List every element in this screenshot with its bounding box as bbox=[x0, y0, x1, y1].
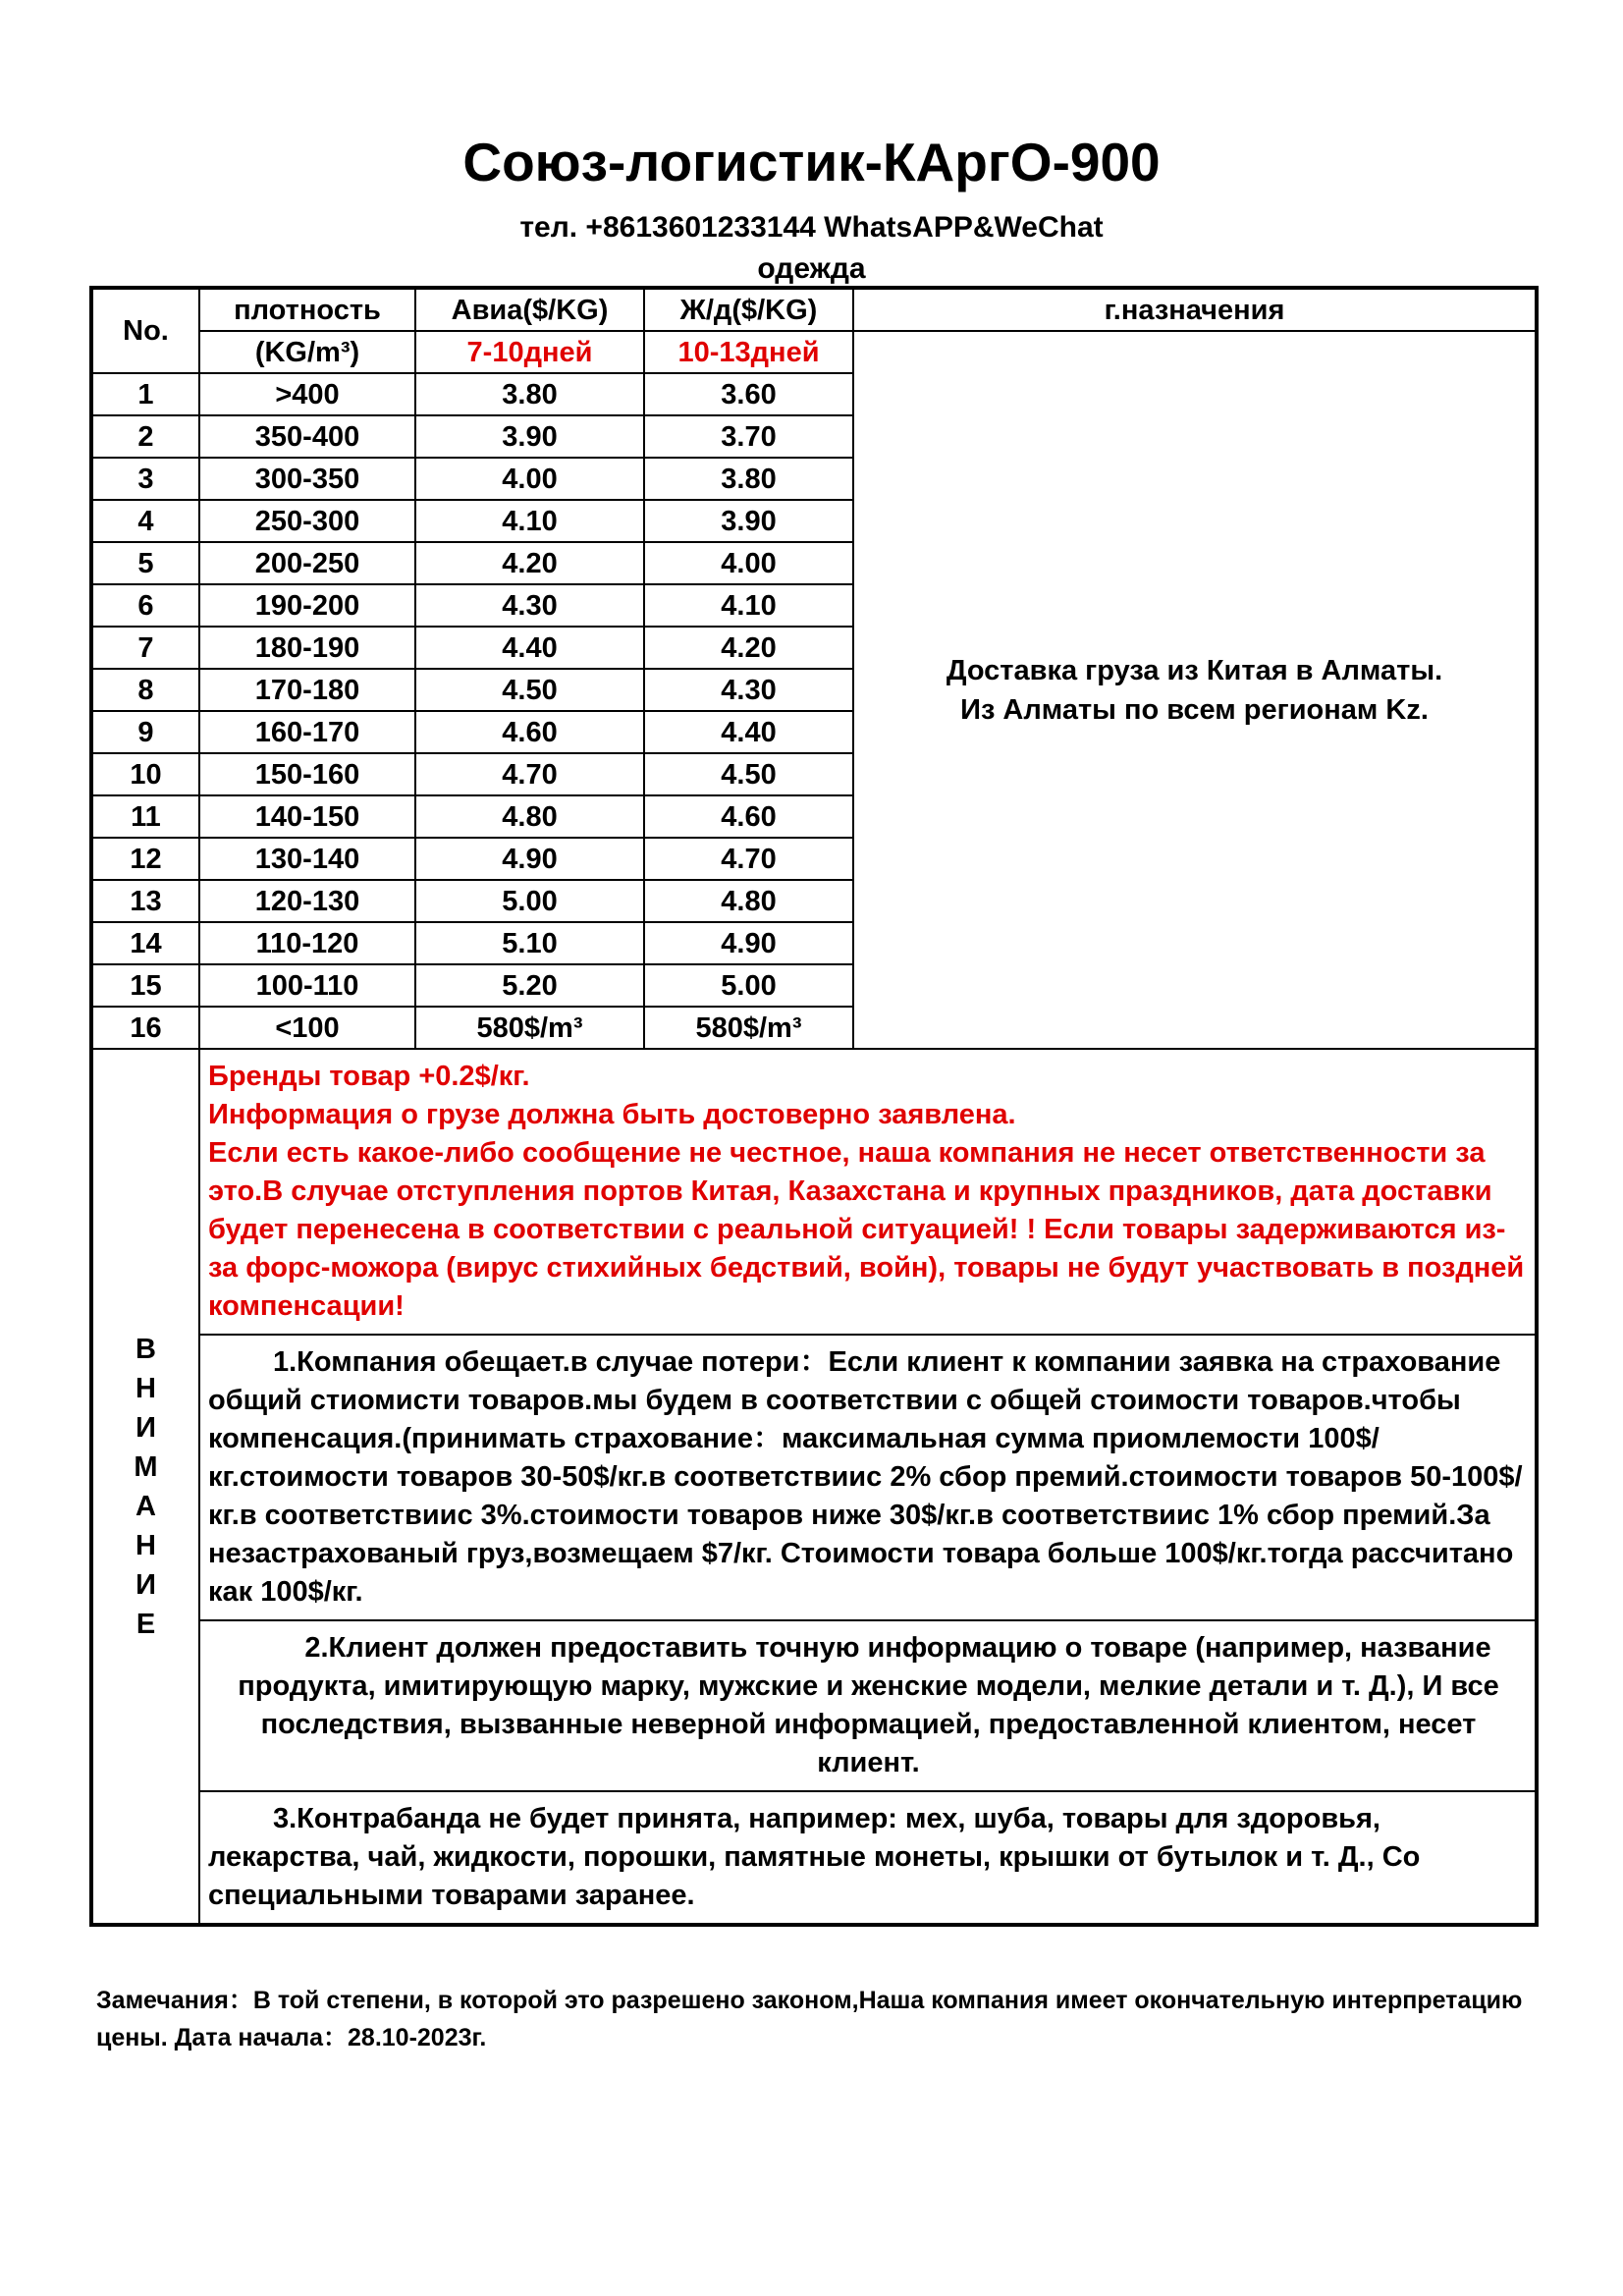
row-air-rate: 5.00 bbox=[415, 880, 644, 922]
row-density: 120-130 bbox=[199, 880, 415, 922]
row-air-rate: 3.90 bbox=[415, 415, 644, 458]
row-density: 170-180 bbox=[199, 669, 415, 711]
clause-1-text: 1.Компания обещает.в случае потери：Если клиент к компании заявка на страхование общий стиомисти товаров.мы будем в соответствии с общей стоимости товаров.чтобы компенсация.(принимать страхование：максимальная сумма приомлемости 100$/кг.стоимости товаров 30-50$/кг.в соответствиис 2% сбор премий.стоимости товаров 50-100$/кг.в соответствиис 3%.стоимости товаров ниже 30$/кг.в соответствиис 1% сбор премий.За незастрахованый груз,возмещаем $7/кг. Стоимости товара больше 100$/кг.тогда рассчитано как 100$/кг. bbox=[208, 1346, 1523, 1608]
header-air-days: 7-10дней bbox=[415, 331, 644, 373]
warning-letter: И bbox=[135, 1568, 156, 1601]
row-no: 5 bbox=[91, 542, 199, 584]
warning-letter: Е bbox=[135, 1608, 156, 1640]
row-air-rate: 4.90 bbox=[415, 838, 644, 880]
destination-line-2: Из Алматы по всем регионам Kz. bbox=[960, 693, 1429, 726]
row-no: 4 bbox=[91, 500, 199, 542]
row-density: 140-150 bbox=[199, 795, 415, 838]
row-rail-rate: 4.40 bbox=[644, 711, 853, 753]
row-no: 14 bbox=[91, 922, 199, 964]
header-row-2 bbox=[91, 331, 1537, 373]
clause-2-row bbox=[91, 1620, 1537, 1791]
warning-letter: М bbox=[134, 1450, 158, 1483]
header-destination: г.назначения bbox=[853, 288, 1537, 331]
row-rail-rate: 4.80 bbox=[644, 880, 853, 922]
row-no: 8 bbox=[91, 669, 199, 711]
row-density: 100-110 bbox=[199, 964, 415, 1007]
row-rail-rate: 580$/m³ bbox=[644, 1007, 853, 1049]
row-rail-rate: 4.50 bbox=[644, 753, 853, 795]
row-density: 300-350 bbox=[199, 458, 415, 500]
row-no: 11 bbox=[91, 795, 199, 838]
clause-1 bbox=[199, 1335, 1537, 1620]
row-rail-rate: 4.30 bbox=[644, 669, 853, 711]
warning-letter: В bbox=[135, 1333, 156, 1365]
row-no: 7 bbox=[91, 627, 199, 669]
header-row-1 bbox=[91, 288, 1537, 331]
price-table bbox=[89, 286, 1539, 1927]
header-no: No. bbox=[91, 288, 199, 373]
warning-letter: Н bbox=[135, 1372, 156, 1404]
destination-line-1: Доставка груза из Китая в Алматы. bbox=[946, 654, 1443, 686]
row-rail-rate: 4.00 bbox=[644, 542, 853, 584]
row-no: 12 bbox=[91, 838, 199, 880]
row-air-rate: 3.80 bbox=[415, 373, 644, 415]
clause-3 bbox=[199, 1791, 1537, 1925]
row-rail-rate: 5.00 bbox=[644, 964, 853, 1007]
row-density: 130-140 bbox=[199, 838, 415, 880]
row-air-rate: 4.10 bbox=[415, 500, 644, 542]
row-air-rate: 5.10 bbox=[415, 922, 644, 964]
row-air-rate: 5.20 bbox=[415, 964, 644, 1007]
header-density-unit: (KG/m³) bbox=[199, 331, 415, 373]
row-no: 1 bbox=[91, 373, 199, 415]
row-density: 350-400 bbox=[199, 415, 415, 458]
header-rail-days: 10-13дней bbox=[644, 331, 853, 373]
footer-note: Замечания：В той степени, в которой это разрешено законом,Наша компания имеет окончательную интерпретацию цены. Дата начала：28.10-2023г. bbox=[96, 1987, 1523, 2051]
row-no: 15 bbox=[91, 964, 199, 1007]
cargo-category: одежда bbox=[757, 252, 866, 285]
document-title: Союз-логистик-КАргО-900 bbox=[462, 132, 1161, 192]
row-no: 2 bbox=[91, 415, 199, 458]
warning-red-block bbox=[199, 1049, 1537, 1335]
contact-line: тел. +8613601233144 WhatsAPP&WeChat bbox=[519, 211, 1104, 244]
row-density: 190-200 bbox=[199, 584, 415, 627]
row-density: <100 bbox=[199, 1007, 415, 1049]
clause-2 bbox=[199, 1620, 1537, 1791]
clause-2-text: 2.Клиент должен предоставить точную информацию о товаре (например, название продукта, имитирующую марку, мужские и женские модели, мелкие детали и т. Д.), И все последствия, вызванные неверной информацией, предоставленной клиентом, несет bbox=[238, 1632, 1499, 1740]
row-no: 9 bbox=[91, 711, 199, 753]
row-air-rate: 4.80 bbox=[415, 795, 644, 838]
row-rail-rate: 4.10 bbox=[644, 584, 853, 627]
row-air-rate: 4.00 bbox=[415, 458, 644, 500]
row-rail-rate: 3.60 bbox=[644, 373, 853, 415]
liability-notice: Если есть какое-либо сообщение не честное, наша компания не несет ответственности за это.В случае отступления портов Китая, Казахстана и крупных праздников, дата доставки будет перенесена в соответствии с реальной ситуацией! ! Если товары задерживаются из-за форс-можора (вирус стихийных бедствий, войн), товары не будут участвовать в поздней компенсации! bbox=[208, 1137, 1525, 1322]
row-no: 16 bbox=[91, 1007, 199, 1049]
row-air-rate: 4.30 bbox=[415, 584, 644, 627]
row-air-rate: 4.20 bbox=[415, 542, 644, 584]
row-density: 200-250 bbox=[199, 542, 415, 584]
row-air-rate: 4.50 bbox=[415, 669, 644, 711]
warning-letter: А bbox=[135, 1490, 156, 1522]
warning-label bbox=[91, 1049, 199, 1925]
warning-row-red bbox=[91, 1049, 1537, 1335]
row-air-rate: 4.40 bbox=[415, 627, 644, 669]
row-no: 10 bbox=[91, 753, 199, 795]
row-air-rate: 4.70 bbox=[415, 753, 644, 795]
header-density: плотность bbox=[199, 288, 415, 331]
row-air-rate: 580$/m³ bbox=[415, 1007, 644, 1049]
row-density: 160-170 bbox=[199, 711, 415, 753]
row-density: 250-300 bbox=[199, 500, 415, 542]
row-rail-rate: 4.90 bbox=[644, 922, 853, 964]
header-air: Авиа($/KG) bbox=[415, 288, 644, 331]
row-air-rate: 4.60 bbox=[415, 711, 644, 753]
brand-surcharge: Бренды товар +0.2$/кг. bbox=[208, 1061, 530, 1092]
row-rail-rate: 3.70 bbox=[644, 415, 853, 458]
header-rail: Ж/д($/KG) bbox=[644, 288, 853, 331]
row-no: 6 bbox=[91, 584, 199, 627]
warning-letter: Н bbox=[135, 1529, 156, 1561]
destination-cell bbox=[853, 331, 1537, 1049]
clause-3-row bbox=[91, 1791, 1537, 1925]
clause-1-row bbox=[91, 1335, 1537, 1620]
row-rail-rate: 4.20 bbox=[644, 627, 853, 669]
row-density: >400 bbox=[199, 373, 415, 415]
row-density: 180-190 bbox=[199, 627, 415, 669]
warning-letter: И bbox=[135, 1411, 156, 1444]
row-rail-rate: 4.60 bbox=[644, 795, 853, 838]
row-rail-rate: 3.90 bbox=[644, 500, 853, 542]
cargo-info-notice: Информация о грузе должна быть достоверно заявлена. bbox=[208, 1099, 1016, 1130]
row-density: 110-120 bbox=[199, 922, 415, 964]
clause-2-end: клиент. bbox=[817, 1747, 920, 1778]
row-density: 150-160 bbox=[199, 753, 415, 795]
row-no: 13 bbox=[91, 880, 199, 922]
row-rail-rate: 3.80 bbox=[644, 458, 853, 500]
clause-3-text: 3.Контрабанда не будет принята, например: мех, шуба, товары для здоровья, лекарства, чай, жидкости, порошки, памятные монеты, крышки от бутылок и т. Д., Со специальными товарами заранее. bbox=[208, 1803, 1421, 1911]
row-rail-rate: 4.70 bbox=[644, 838, 853, 880]
row-no: 3 bbox=[91, 458, 199, 500]
